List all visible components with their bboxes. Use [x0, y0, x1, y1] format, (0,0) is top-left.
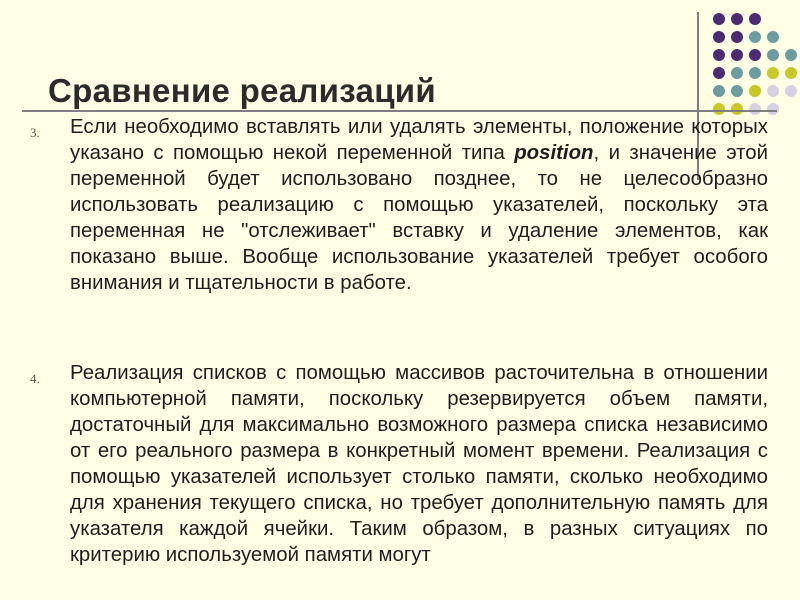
decorative-dot	[785, 85, 797, 97]
decorative-dot	[767, 67, 779, 79]
decorative-dot	[749, 49, 761, 61]
decorative-dot	[731, 85, 743, 97]
decorative-dot	[749, 13, 761, 25]
decorative-dot	[713, 67, 725, 79]
decorative-dot	[713, 49, 725, 61]
decorative-dot	[731, 49, 743, 61]
slide-title: Сравнение реализаций	[48, 72, 436, 109]
decorative-dot	[749, 67, 761, 79]
list-item-text	[70, 114, 768, 296]
emphasis-text: position	[514, 142, 594, 164]
list-item-marker: 3.	[30, 125, 40, 140]
decorative-dot	[785, 49, 797, 61]
text-before: Если необходимо вставлять или удалять элементы, положение которых указано с помощью некой переменной типа	[70, 116, 768, 164]
decorative-dot	[731, 67, 743, 79]
decorative-dot	[713, 85, 725, 97]
decorative-dot	[749, 31, 761, 43]
decorative-dot	[767, 85, 779, 97]
decorative-dot	[767, 31, 779, 43]
decorative-dot	[785, 67, 797, 79]
list-item-marker: 4.	[30, 371, 40, 386]
text-after: , и значение этой переменной будет использовано позднее, то не целесообразно использовать реализацию с помощью указателей, поскольку эта переменная не "отслеживает" вставку и удаление элементов, как показано выше. Вообще использование указателей требует особого внимания и тщательности в работе.	[70, 142, 768, 294]
decorative-dot	[749, 85, 761, 97]
decorative-dot	[713, 13, 725, 25]
horizontal-rule	[22, 110, 777, 112]
decorative-dot	[731, 31, 743, 43]
decorative-dot	[767, 103, 779, 115]
list-item-text: Реализация списков с помощью массивов расточительна в отношении компьютерной памяти, поскольку резервируется объем памяти, достаточный для максимально возможного размера списка независимо от его реального размера в конкретный момент времени. Реализация с помощью указателей использует столько памяти, сколько необходимо для хранения текущего списка, но требует дополнительную память для указателя каждой ячейки. Таким образом, в разных ситуациях по критерию используемой памяти могут	[70, 362, 768, 566]
decorative-dot	[731, 13, 743, 25]
decorative-dot	[713, 31, 725, 43]
decorative-dot	[767, 49, 779, 61]
